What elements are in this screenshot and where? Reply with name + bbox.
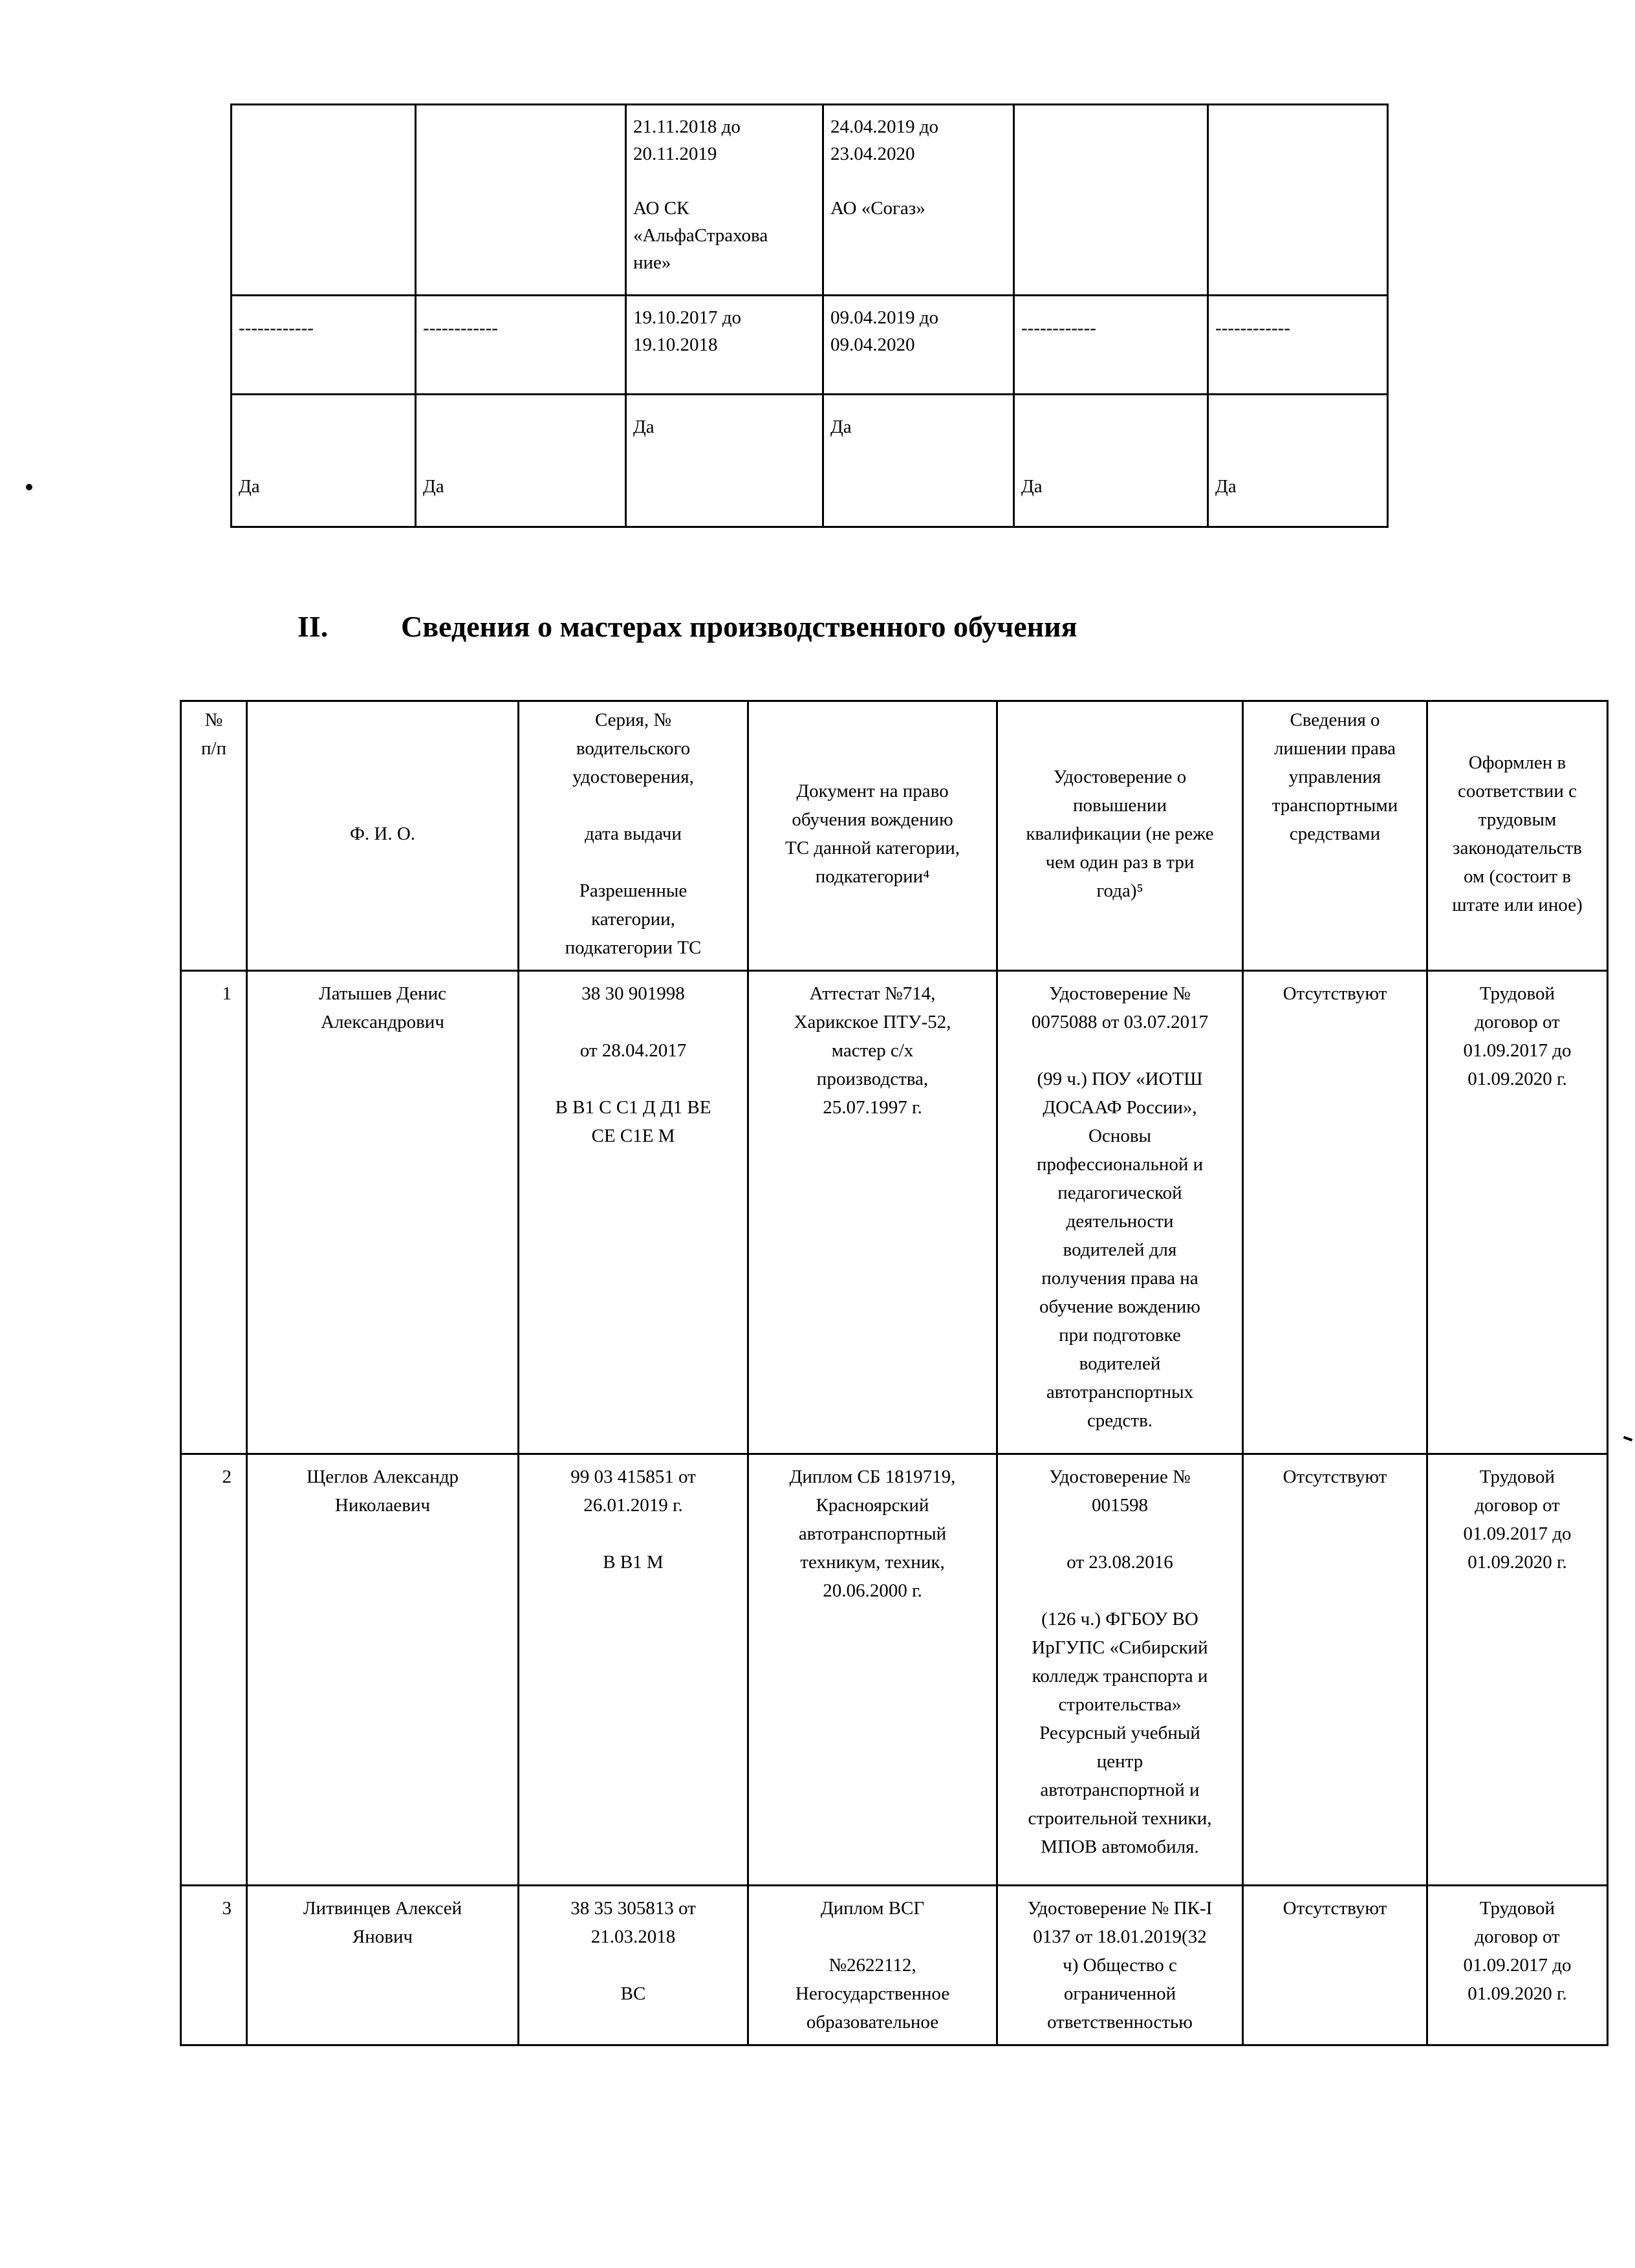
training-document: Диплом СБ 1819719, Красноярский автотранспортный техникум, техник, 20.06.2000 г. — [748, 1454, 997, 1886]
table-row — [181, 1454, 1608, 1886]
table-cell: 09.04.2019 до 09.04.2020 — [823, 296, 1014, 395]
row-number: 2 — [181, 1454, 247, 1886]
table-header-row — [181, 701, 1608, 971]
instructor-name: Щеглов Александр Николаевич — [247, 1454, 519, 1886]
top-table — [230, 104, 1389, 528]
table-cell: 19.10.2017 до 19.10.2018 — [626, 296, 823, 395]
table-cell: Да — [232, 395, 416, 527]
instructors-table — [180, 700, 1608, 2046]
scan-dot — [26, 484, 32, 490]
row-number: 1 — [181, 971, 247, 1454]
table-row — [232, 296, 1388, 395]
table-cell — [1208, 105, 1388, 296]
table-cell: ------------ — [232, 296, 416, 395]
table-cell: 21.11.2018 до 20.11.2019 АО СК «АльфаСтрахова ние» — [626, 105, 823, 296]
employment-info: Трудовой договор от 01.09.2017 до 01.09.2020 г. — [1427, 1454, 1608, 1886]
header-certificate: Удостоверение о повышении квалификации (не реже чем один раз в три года)⁵ — [997, 701, 1243, 971]
qualification-certificate: Удостоверение № ПК-I 0137 от 18.01.2019(32 ч) Общество с ограниченной ответственностью — [997, 1886, 1243, 2045]
header-document: Документ на право обучения вождению ТС данной категории, подкатегории⁴ — [748, 701, 997, 971]
section-heading — [298, 609, 1077, 644]
header-deprivation: Сведения о лишении права управления транспортными средствами — [1243, 701, 1427, 971]
deprivation-info: Отсутствуют — [1243, 1454, 1427, 1886]
table-row — [232, 105, 1388, 296]
table-cell: Да — [416, 395, 626, 527]
license-info: 99 03 415851 от 26.01.2019 г. В В1 М — [519, 1454, 748, 1886]
table-cell: ------------ — [1208, 296, 1388, 395]
table-cell: 24.04.2019 до 23.04.2020 АО «Согаз» — [823, 105, 1014, 296]
instructor-name: Латышев Денис Александрович — [247, 971, 519, 1454]
table-cell: ------------ — [416, 296, 626, 395]
table-cell: ------------ — [1014, 296, 1208, 395]
header-license: Серия, № водительского удостоверения, дата выдачи Разрешенные категории, подкатегории ТС — [519, 701, 748, 971]
table-row — [232, 395, 1388, 527]
employment-info: Трудовой договор от 01.09.2017 до 01.09.2020 г. — [1427, 971, 1608, 1454]
table-row — [181, 1886, 1608, 2045]
qualification-certificate: Удостоверение № 0075088 от 03.07.2017 (99 ч.) ПОУ «ИОТШ ДОСААФ России», Основы профессиональной и педагогической деятельности водителей для получения права на обучение вождению при подготовке водителей автотранспортных средств. — [997, 971, 1243, 1454]
section-title: Сведения о мастерах производственного обучения — [401, 610, 1077, 643]
table-cell: Да — [1208, 395, 1388, 527]
instructor-name: Литвинцев Алексей Янович — [247, 1886, 519, 2045]
table-cell — [232, 105, 416, 296]
table-cell: Да — [823, 395, 1014, 527]
deprivation-info: Отсутствуют — [1243, 971, 1427, 1454]
license-info: 38 30 901998 от 28.04.2017 В В1 С С1 Д Д1 ВЕ СЕ С1Е М — [519, 971, 748, 1454]
table-cell — [1014, 105, 1208, 296]
section-number: II. — [298, 610, 329, 643]
table-cell: Да — [626, 395, 823, 527]
qualification-certificate: Удостоверение № 001598 от 23.08.2016 (126 ч.) ФГБОУ ВО ИрГУПС «Сибирский колледж транспорта и строительства» Ресурсный учебный центр автотранспортной и строительной техники, МПОВ автомобиля. — [997, 1454, 1243, 1886]
deprivation-info: Отсутствуют — [1243, 1886, 1427, 2045]
training-document: Диплом ВСГ №2622112, Негосударственное образовательное — [748, 1886, 997, 2045]
table-cell: Да — [1014, 395, 1208, 527]
header-employment: Оформлен в соответствии с трудовым законодательств ом (состоит в штате или иное) — [1427, 701, 1608, 971]
table-row — [181, 971, 1608, 1454]
table-cell — [416, 105, 626, 296]
training-document: Аттестат №714, Харикское ПТУ-52, мастер с/х производства, 25.07.1997 г. — [748, 971, 997, 1454]
header-num: № п/п — [181, 701, 247, 971]
scan-mark — [1623, 1436, 1633, 1442]
header-fio: Ф. И. О. — [247, 701, 519, 971]
employment-info: Трудовой договор от 01.09.2017 до 01.09.2020 г. — [1427, 1886, 1608, 2045]
license-info: 38 35 305813 от 21.03.2018 ВС — [519, 1886, 748, 2045]
row-number: 3 — [181, 1886, 247, 2045]
